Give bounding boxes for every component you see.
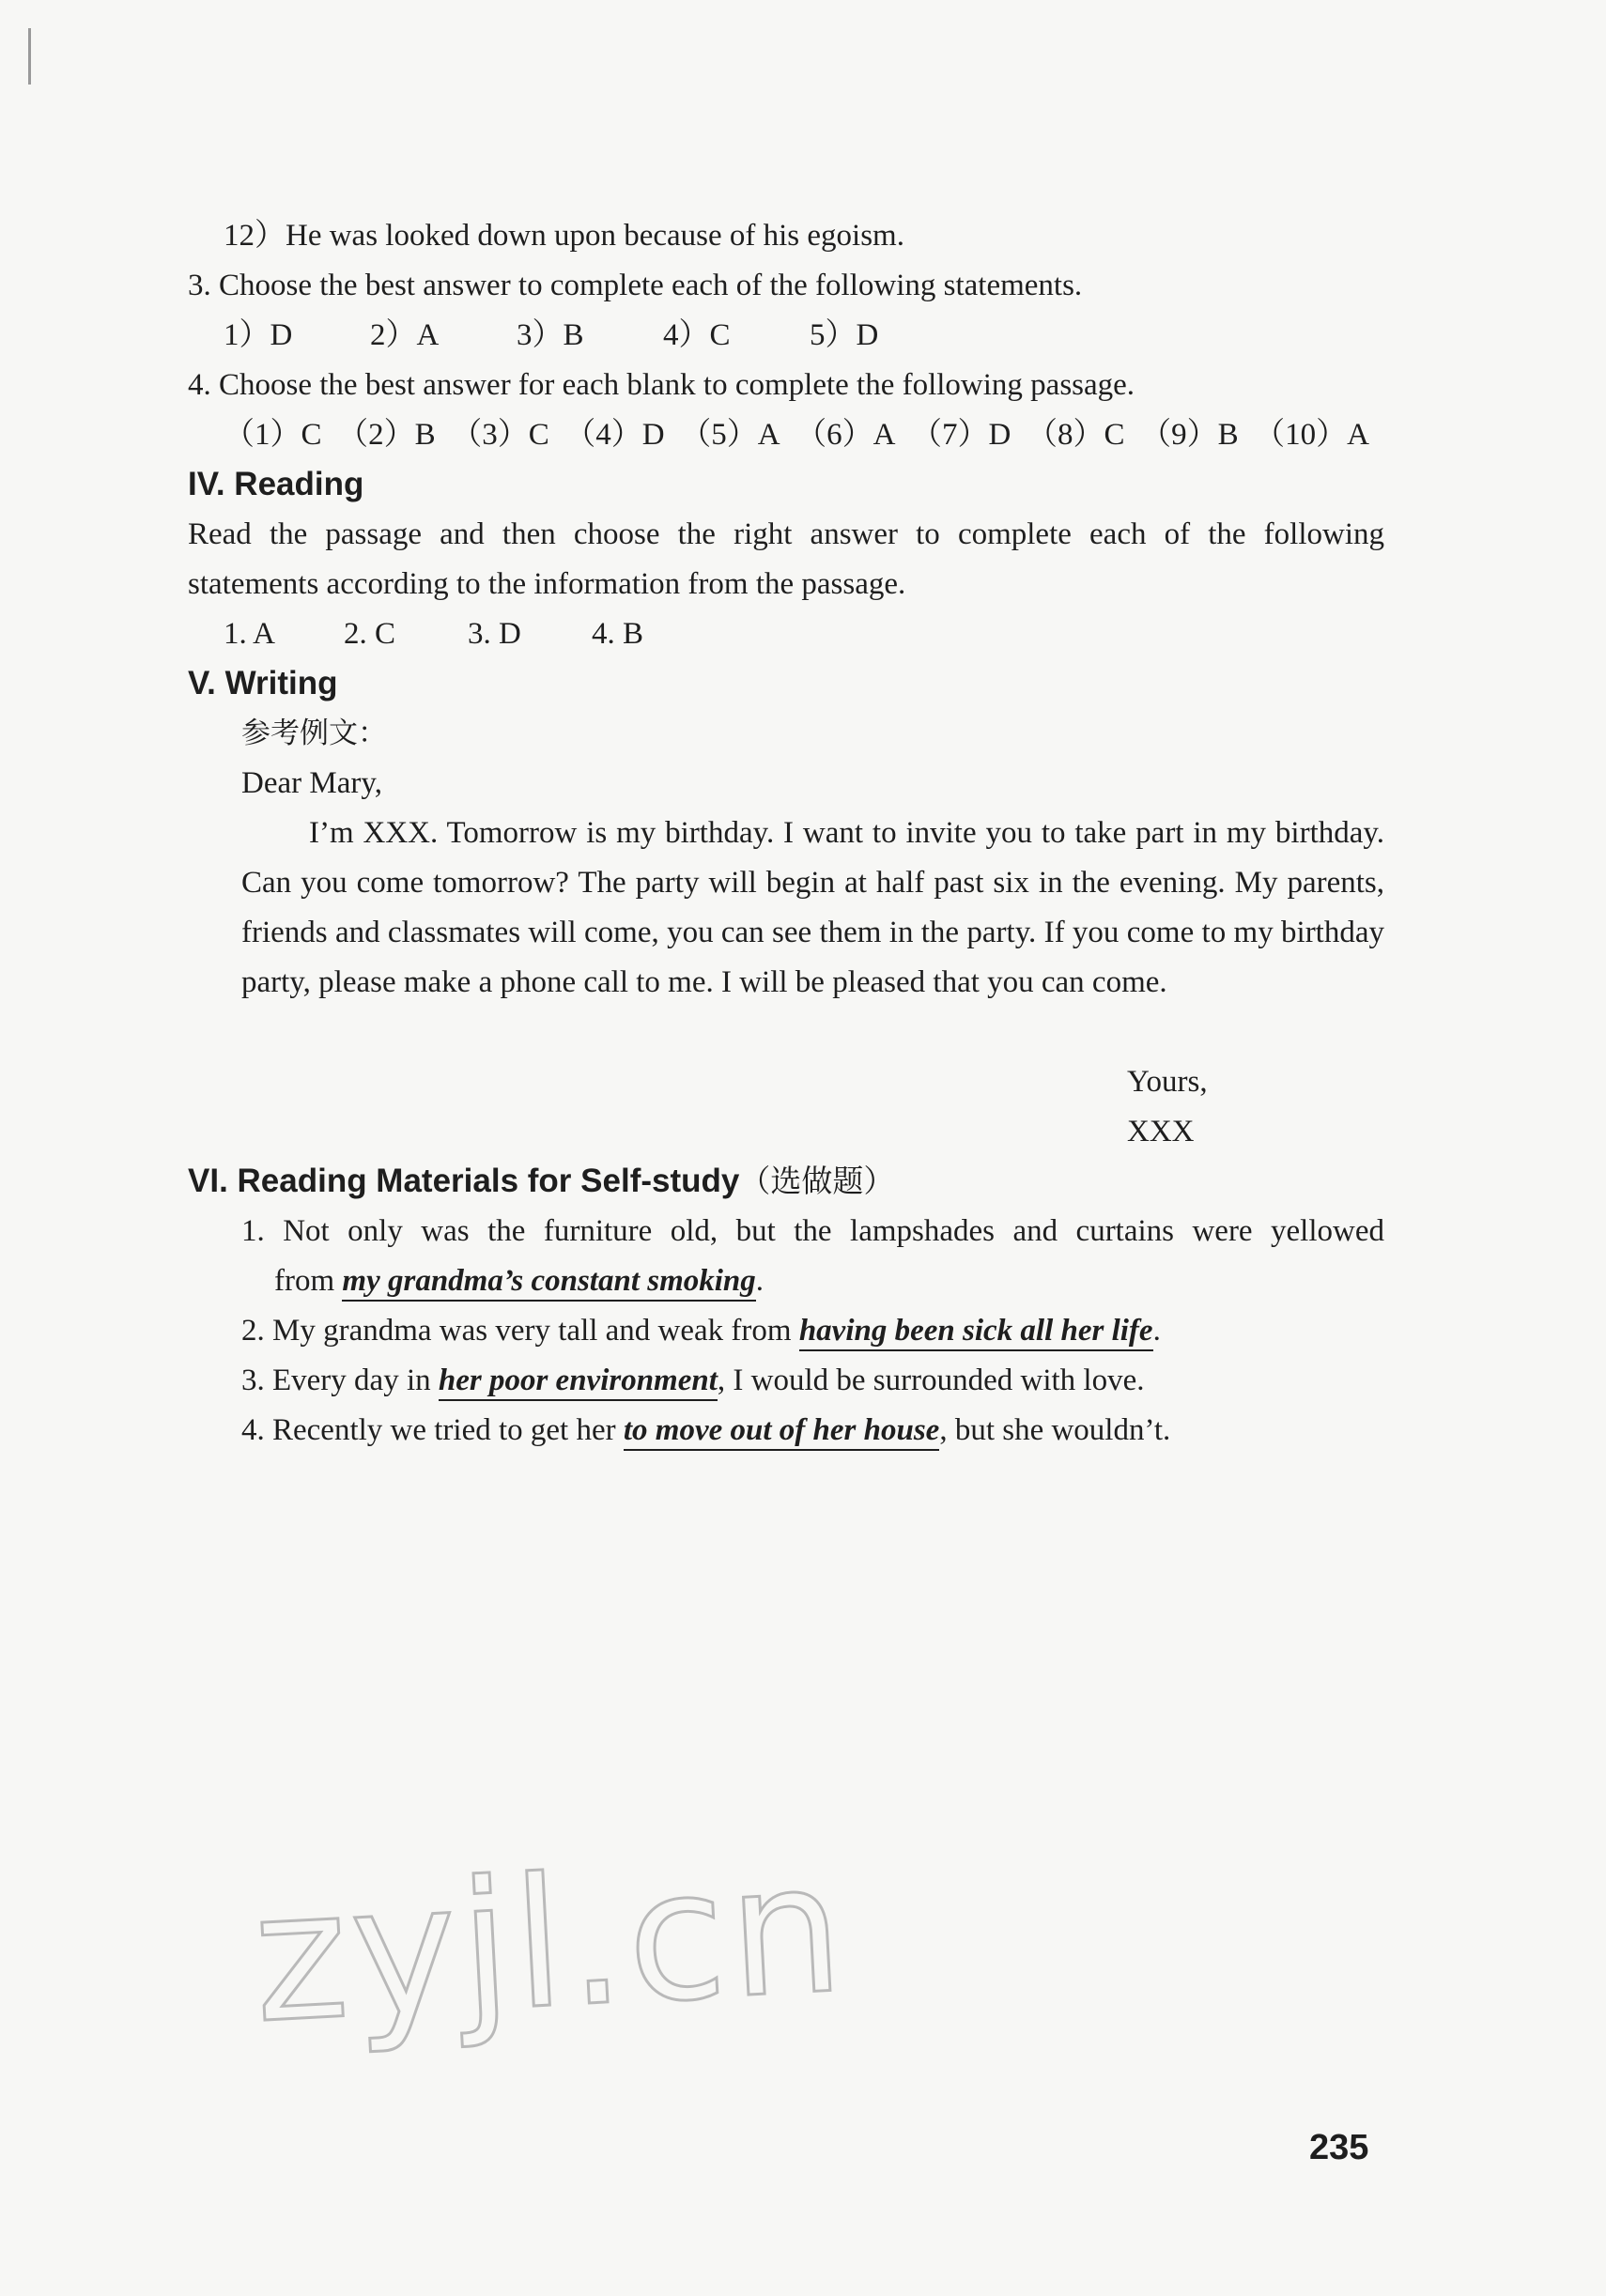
question-3-instruction: 3. Choose the best answer to complete each of the following statements.: [188, 269, 1083, 302]
answer-underlined: her poor environment: [439, 1364, 718, 1401]
scan-edge-line: [28, 28, 31, 85]
answer-item: 4. B: [592, 617, 644, 651]
self-study-sentence-2: [241, 1312, 1161, 1349]
answer-item: （9）B: [1140, 418, 1239, 452]
reading-instruction-line-1: Read the passage and then choose the right answer to complete each of the following: [188, 517, 1384, 551]
question-4-answers: [224, 416, 1369, 454]
question-3-answers: [224, 316, 878, 354]
answer-item: （5）A: [680, 418, 780, 452]
self-study-sentence-3: [241, 1362, 1145, 1399]
answer-item: （4）D: [564, 418, 665, 452]
sentence-text: 3. Every day in: [241, 1364, 439, 1397]
letter-signature: XXX: [1127, 1115, 1195, 1148]
sentence-text: .: [755, 1264, 764, 1298]
answer-line-12: 12）He was looked down upon because of his egoism.: [224, 219, 904, 253]
answer-item: 1. A: [224, 617, 276, 651]
answer-item: （10）A: [1254, 418, 1369, 452]
sample-essay-label: 参考例文：: [241, 717, 387, 750]
self-study-sentence-1-cont: [274, 1262, 764, 1300]
self-study-sentence-4: [241, 1411, 1170, 1449]
sentence-text: 4. Recently we tried to get her: [241, 1413, 624, 1447]
question-4-instruction: 4. Choose the best answer for each blank to complete the following passage.: [188, 368, 1135, 402]
answer-item: 4）C: [663, 318, 731, 352]
letter-salutation: Dear Mary,: [241, 766, 382, 800]
self-study-heading-text: VI. Reading Materials for Self-study: [188, 1163, 740, 1199]
reading-answers: [224, 615, 643, 653]
answer-item: （7）D: [911, 418, 1011, 452]
self-study-sentence-1: 1. Not only was the furniture old, but the lampshades and curtains were yellowed: [241, 1214, 1384, 1248]
page-number: 235: [1309, 2128, 1369, 2167]
reading-heading: IV. Reading: [188, 466, 364, 502]
answer-item: 2. C: [344, 617, 396, 651]
answer-underlined: to move out of her house: [624, 1413, 939, 1451]
self-study-heading: [188, 1163, 894, 1200]
sentence-text: , but she wouldn’t.: [939, 1413, 1171, 1447]
answer-item: （6）A: [795, 418, 896, 452]
reading-instruction-line-2: statements according to the information from the passage.: [188, 567, 906, 601]
answer-underlined: my grandma’s constant smoking: [342, 1264, 755, 1302]
watermark: zyjl.cn: [248, 1824, 852, 2063]
sentence-text: 2. My grandma was very tall and weak from: [241, 1314, 799, 1348]
answer-item: 3. D: [468, 617, 521, 651]
answer-item: （3）C: [451, 418, 549, 452]
sentence-text: , I would be surrounded with love.: [717, 1364, 1145, 1397]
answer-item: （8）C: [1026, 418, 1125, 452]
answer-item: 2）A: [370, 318, 440, 352]
letter-body: [241, 809, 1384, 1008]
answer-item: （2）B: [337, 418, 436, 452]
sentence-text: from: [274, 1264, 343, 1298]
answer-item: 1）D: [224, 318, 293, 352]
answer-item: 5）D: [810, 318, 879, 352]
answer-underlined: having been sick all her life: [799, 1314, 1153, 1351]
self-study-heading-cn: （选做题）: [739, 1163, 895, 1199]
answer-item: （1）C: [224, 418, 322, 452]
letter-body-text: I’m XXX. Tomorrow is my birthday. I want to invite you to take part in my birthday. Can you come tomorrow? The party will begin at half past six in the evening. My parents, friends and classmates will come, you can see them in the party. If you come to my birthday party, please make a phone call to me. I will be pleased that you can come.: [241, 816, 1384, 999]
writing-heading: V. Writing: [188, 665, 338, 701]
answer-item: 3）B: [517, 318, 584, 352]
sentence-text: .: [1152, 1314, 1161, 1348]
letter-closing: Yours,: [1127, 1065, 1208, 1099]
